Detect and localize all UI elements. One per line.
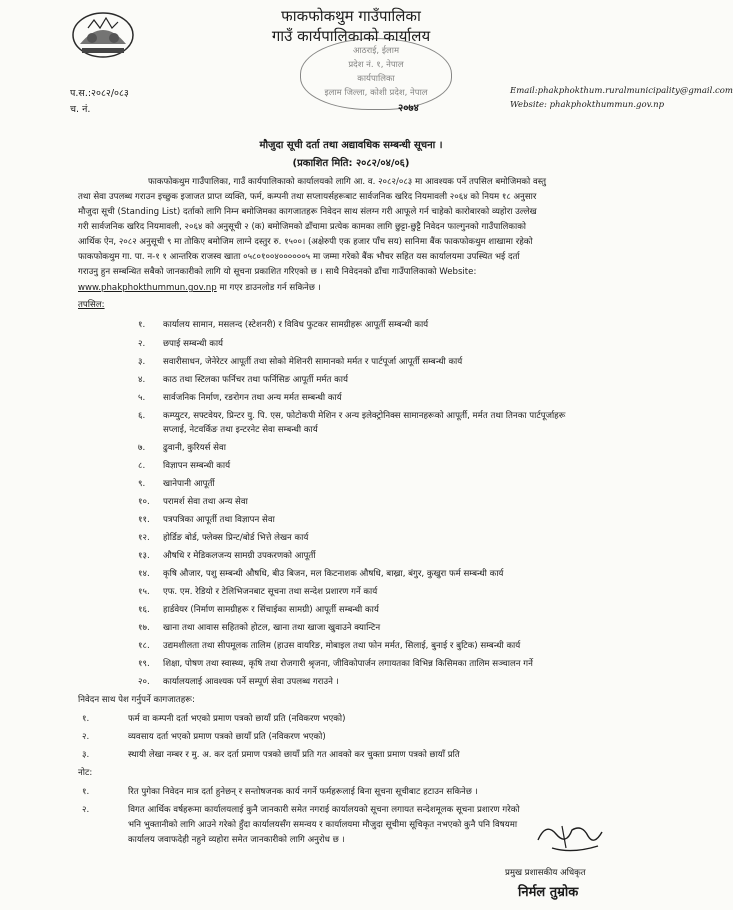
- list-item: छपाई सम्बन्धी कार्य: [163, 339, 224, 349]
- body-line: फाकफोकथुम गा. पा. न-१ १ आन्तरिक राजस्व खाता ०५८०१००४००००००५ मा जम्मा गरेको बैंक भौचर सहित यस कार्यालयमा उपस्थित भई दर्ता: [78, 252, 520, 262]
- item-number: १७.: [138, 623, 150, 633]
- item-number: १३.: [138, 551, 150, 561]
- list-item: परामर्श सेवा तथा अन्य सेवा: [163, 497, 248, 507]
- document-item: व्यवसाय दर्ता भएको प्रमाण पत्रको छायाँ प्रति (नविकरण भएको): [128, 732, 326, 742]
- item-number: २०.: [138, 677, 150, 687]
- list-item: शिक्षा, पोषण तथा स्वास्थ्य, कृषि तथा रोजगारी श्रृजना, जीविकोपार्जन लगायतका विभिन्न किसिमका तालिम सञ्चालन गर्ने: [163, 659, 533, 669]
- document-number: ३.: [82, 750, 90, 760]
- dispatch-number: च. नं.: [70, 104, 91, 115]
- note-item-continuation: कार्यालय जवाफदेही नहुने व्यहोरा समेत जानकारीको लागि अनुरोध छ ।: [128, 835, 345, 845]
- note-number: १.: [82, 787, 90, 797]
- reference-number: प.स.:२०८२/०८३: [70, 88, 129, 99]
- document-number: २.: [82, 732, 90, 742]
- list-item: एफ. एम. रेडियो र टेलिभिजनबाट सूचना तथा सन्देश प्रशारण गर्ने कार्य: [163, 587, 378, 597]
- notice-title: मौजुदा सूची दर्ता तथा अद्यावधिक सम्बन्धी सूचना ।: [259, 140, 443, 151]
- list-item: पत्रपत्रिका आपूर्ती तथा विज्ञापन सेवा: [163, 515, 275, 525]
- website-address: Website: phakphokthummun.gov.np: [510, 100, 665, 110]
- body-line: गराउनु हुन सम्बन्धित सबैको जानकारीको लागि यो सूचना प्रकाशित गरिएको छ । साथै निवेदनको ढाँचा गाउँपालिकाको Website:: [78, 267, 477, 277]
- list-item-continuation: सप्लाई, नेटवर्किङ तथा इन्टरनेट सेवा सम्बन्धी कार्य: [163, 425, 318, 435]
- official-stamp: [300, 38, 452, 110]
- body-line: तथा सेवा उपलब्ध गराउन इच्छुक इजाजत प्राप्त व्यक्ति, फर्म, कम्पनी तथा सप्लायर्सहरूबाट सार्वजनिक खरिद नियमावली २०६४ को नियम १८ अनुसार: [78, 192, 537, 202]
- office-subheading: गाउँ कार्यपालिकाको कार्यालय: [271, 27, 431, 45]
- stamp-line: प्रदेश नं. १, नेपाल: [348, 60, 404, 70]
- download-line: [78, 281, 321, 293]
- list-item: कार्यालयलाई आवश्यक पर्ने सम्पूर्ण सेवा उपलब्ध गराउने ।: [163, 677, 339, 687]
- body-line: आर्थिक ऐन, २०८२ अनुसूची ९ मा तोकिए बमोजिम लाग्ने दस्तुर रु. १५००। (अक्षेरुपी एक हजार पाँच सय) सानिमा बैंक फाकफोकथुम शाखामा रहेको: [78, 237, 533, 247]
- tapsil-label: तपसिल:: [78, 300, 105, 310]
- item-number: ३.: [138, 357, 146, 367]
- item-number: २.: [138, 339, 146, 349]
- list-item: कार्यालय सामान, मसलन्द (स्टेशनरी) र विविध फुटकर सामग्रीहरू आपूर्ती सम्बन्धी कार्य: [163, 320, 429, 330]
- list-item: विज्ञापन सम्बन्धी कार्य: [163, 461, 231, 471]
- body-line: फाकफोकथुम गाउँपालिका, गाउँ कार्यपालिकाको कार्यालयको लागि आ. व. २०८२/०८३ मा आवश्यक पर्ने तपसिल बमोजिमको वस्तु: [148, 177, 546, 187]
- note-item: विगत आर्थिक वर्षहरूमा कार्यालयलाई कुनै जानकारी समेत नगराई कार्यालयको सूचना लगायत सन्देशमूलक सूचना प्रशारण गरेको: [128, 805, 520, 815]
- office-name-heading: फाकफोकथुम गाउँपालिका: [281, 7, 421, 25]
- body-line: मौजुदा सूची (Standing List) दर्ताको लागि निम्न बमोजिमका कागजातहरू निवेदन साथ संलग्न गरी आफूले गर्न चाहेको कारोबारको व्यहोरा उल्लेख: [78, 207, 537, 217]
- document-item: स्थायी लेखा नम्बर र मु. अ. कर दर्ता प्रमाण पत्रको छायाँ प्रति गत आवको कर चुक्ता प्रमाण पत्रको छायाँ प्रति: [128, 750, 460, 760]
- email-address: Email:phakphokthum.ruralmunicipality@gmail.com: [510, 86, 733, 96]
- list-item: सार्वजनिक निर्माण, रङरोगन तथा अन्य मर्मत सम्बन्धी कार्य: [163, 393, 342, 403]
- list-item: काठ तथा स्टिलका फर्निचर तथा फर्निसिङ आपूर्ती मर्मत कार्य: [163, 375, 348, 385]
- documents-heading: निवेदन साथ पेश गर्नुपर्ने कागजातहरू:: [78, 695, 195, 705]
- published-date: (प्रकाशित मिति: २०८२/०४/०६): [292, 158, 410, 169]
- list-item: खानेपानी आपूर्ती: [163, 479, 215, 489]
- stamp-line: कार्यपालिका: [357, 74, 395, 84]
- list-item: खाना तथा आवास सहितको होटल, खाना तथा खाजा खुवाउने क्यान्टिन: [163, 623, 381, 633]
- stamp-line: आठराई, ईलाम: [352, 46, 400, 56]
- list-item: उद्यमशीलता तथा सीपमूलक तालिम (हाउस वायरिङ, मोबाइल तथा फोन मर्मत, सिलाई, बुनाई र बुटिक) सम्बन्धी कार्य: [163, 641, 521, 651]
- item-number: ७.: [138, 443, 146, 453]
- list-item: औषधि र मेडिकलजन्य सामग्री उपकरणको आपूर्ती: [163, 551, 316, 561]
- list-item: सवारीसाधन, जेनेरेटर आपूर्ती तथा सोको मेशिनरी सामानको मर्मत र पार्टपूर्जा आपूर्ती सम्बन्धी कार्य: [163, 357, 463, 367]
- item-number: १९.: [138, 659, 150, 669]
- note-item-continuation: भनि भुक्तानीको लागि आउने गरेको हुँदा कार्यालयसँग समन्वय र कार्यालयमा मौजुदा सूचीमा सूचिकृत नभएको कुनै पनि विषयमा: [128, 820, 518, 830]
- item-number: १०.: [138, 497, 150, 507]
- item-number: १२.: [138, 533, 150, 543]
- note-number: २.: [82, 805, 90, 815]
- signatory-name: निर्मल तुम्रोक: [518, 885, 579, 900]
- list-item: ढुवानी, कुरियर्स सेवा: [163, 443, 226, 453]
- download-suffix: मा गएर डाउनलोड गर्न सकिनेछ ।: [219, 283, 321, 293]
- item-number: ४.: [138, 375, 146, 385]
- document-item: फर्म वा कम्पनी दर्ता भएको प्रमाण पत्रको छायाँ प्रति (नविकरण भएको): [128, 714, 346, 724]
- signatory-role: प्रमुख प्रशासकीय अधिकृत: [505, 868, 586, 878]
- list-item: कृषि औजार, पशु सम्बन्धी औषधि, बीउ बिजन, मल किटनाशक औषधि, बाख्रा, बंगुर, कुखुरा फर्म सम्बन्धी कार्य: [163, 569, 504, 579]
- website-link[interactable]: www.phakphokthummun.gov.np: [78, 283, 217, 293]
- item-number: ५.: [138, 393, 146, 403]
- note-item: रित पुगेका निवेदन मात्र दर्ता हुनेछन् र सन्तोषजनक कार्य नगर्ने फर्महरूलाई बिना सूचना सूचीबाट हटाउन सकिनेछ ।: [128, 787, 478, 797]
- item-number: १४.: [138, 569, 150, 579]
- body-line: गरी सार्वजनिक खरिद नियमावली, २०६४ को अनुसूची २ (क) बमोजिमको ढाँचामा प्रत्येक कामका लागि छुट्टा-छुट्टै निवेदन फाल्गुनको गाउँपालिकाको: [78, 222, 527, 232]
- item-number: ९.: [138, 479, 146, 489]
- document-number: १.: [82, 714, 90, 724]
- item-number: १५.: [138, 587, 150, 597]
- item-number: १६.: [138, 605, 150, 615]
- handwritten-signature-icon: [532, 818, 612, 858]
- stamp-line: इलाम जिल्ला, कोशी प्रदेश, नेपाल: [324, 88, 428, 98]
- list-item: होर्डिङ बोर्ड, फ्लेक्स प्रिन्ट/बोर्ड भित्ते लेखन कार्य: [163, 533, 309, 543]
- stamp-year: २०७४: [398, 103, 419, 114]
- item-number: ११.: [138, 515, 150, 525]
- item-number: १.: [138, 320, 146, 330]
- list-item: हार्डवेयर (निर्माण सामग्रीहरू र सिंचाईका सामग्री) आपूर्ती सम्बन्धी कार्य: [163, 605, 379, 615]
- notes-heading: नोट:: [78, 768, 93, 778]
- item-number: ८.: [138, 461, 146, 471]
- list-item: कम्प्युटर, सफ्टवेयर, प्रिन्टर यु. पि. एस, फोटोकपी मेशिन र अन्य इलेक्ट्रोनिक्स सामानहरूको आपूर्ती, मर्मत तथा तिनका पार्टपूर्जाहरू: [163, 411, 566, 421]
- item-number: १८.: [138, 641, 150, 651]
- item-number: ६.: [138, 411, 146, 421]
